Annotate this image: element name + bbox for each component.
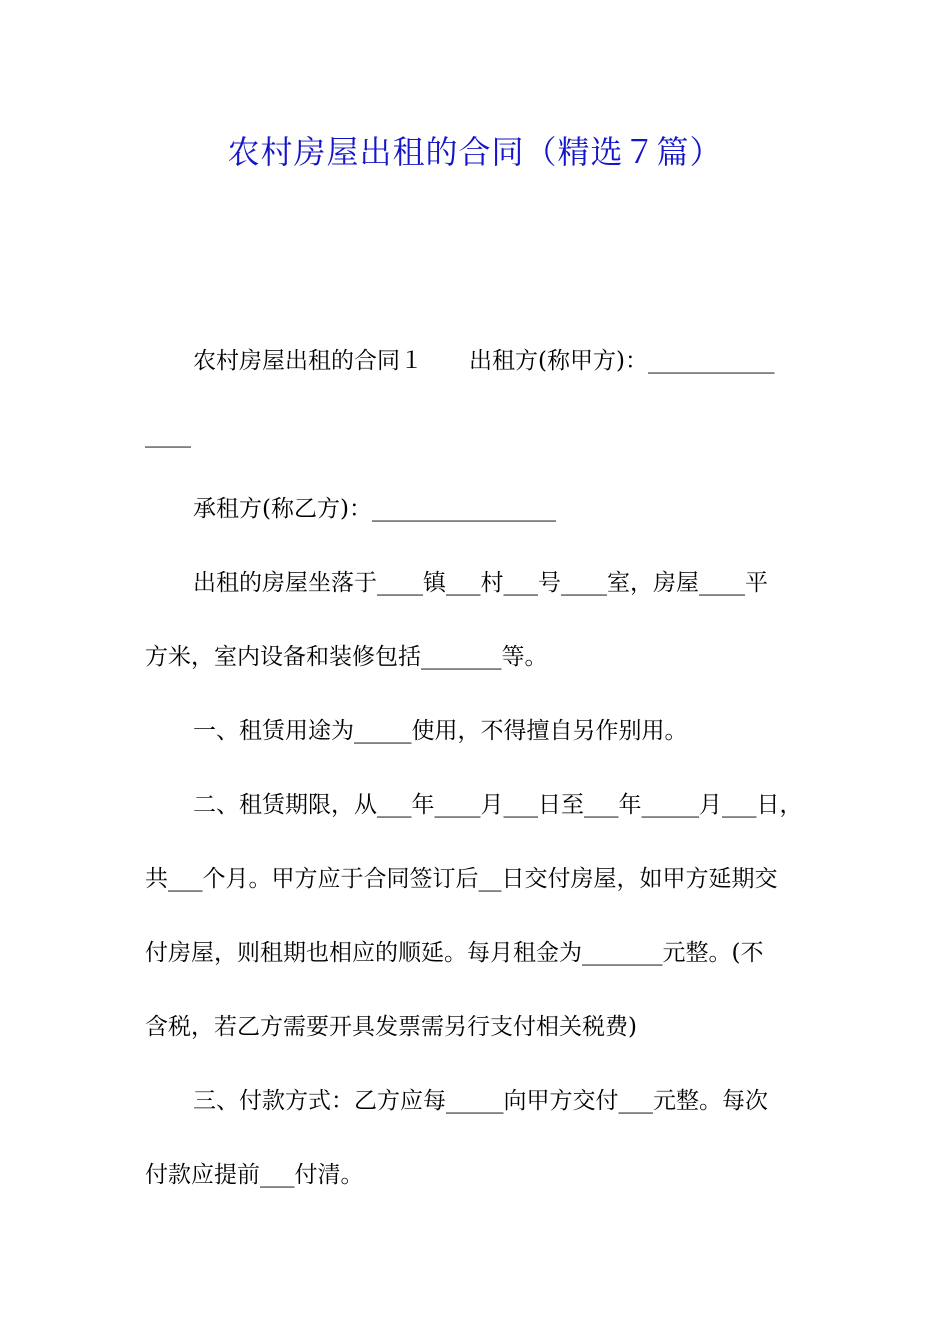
paragraph-line: 二、租赁期限，从___年____月___日至___年_____月___日， [193,792,803,818]
paragraph-line: 三、付款方式：乙方应每_____向甲方交付___元整。每次 [193,1088,768,1114]
document-body [145,324,807,1212]
document-title: 农村房屋出租的合同（精选７篇） [227,133,723,171]
paragraph-line: 承租方(称乙方)：________________ [193,496,556,522]
paragraph-line: 出租的房屋坐落于____镇___村___号____室，房屋____平 [193,570,768,596]
paragraph-line: 共___个月。甲方应于合同签订后__日交付房屋，如甲方延期交 [145,866,778,892]
paragraph-line: 农村房屋出租的合同１ 出租方(称甲方)：___________ [193,348,775,374]
paragraph-line: 含税，若乙方需要开具发票需另行支付相关税费) [145,1014,637,1040]
paragraph-line: 付房屋，则租期也相应的顺延。每月租金为_______元整。(不 [145,940,764,966]
paragraph-line: 一、租赁用途为_____使用，不得擅自另作别用。 [193,718,688,744]
paragraph-line: 方米，室内设备和装修包括_______等。 [145,644,548,670]
paragraph-line: ____ [145,422,191,448]
paragraph-line: 付款应提前___付清。 [145,1162,364,1188]
